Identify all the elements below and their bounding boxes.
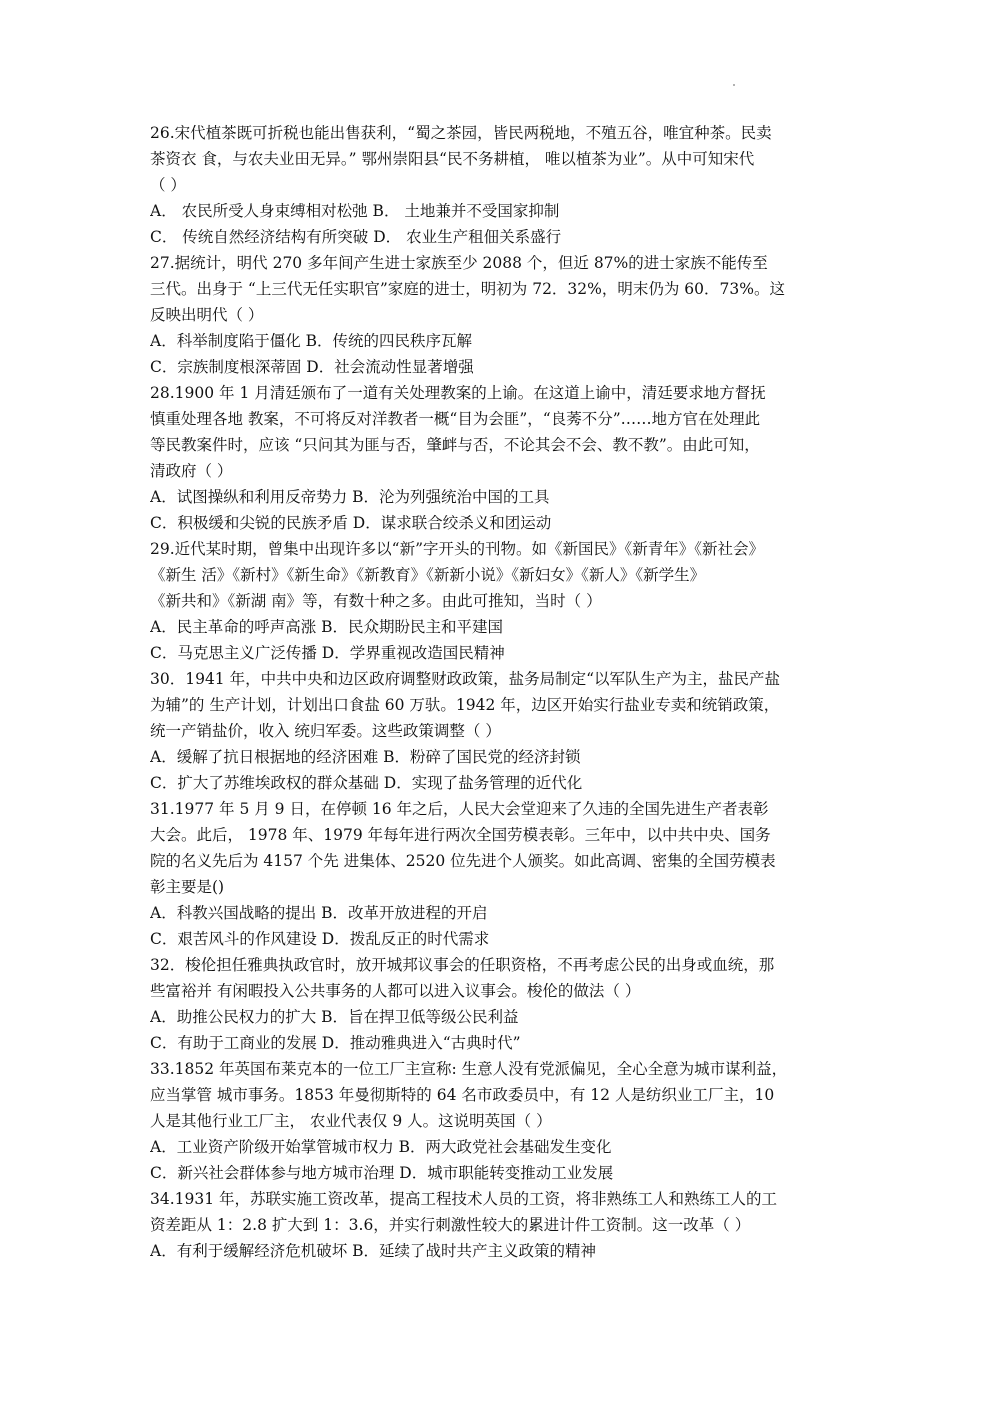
options-line: C．有助于工商业的发展 D．推动雅典进入“古典时代”	[150, 1034, 521, 1052]
question-28	[150, 380, 850, 536]
scan-speck	[733, 84, 735, 86]
question-26	[150, 120, 850, 250]
options-line: C． 传统自然经济结构有所突破 D． 农业生产租佃关系盛行	[150, 228, 562, 246]
question-stem-line: 清政府（ ）	[150, 462, 233, 480]
question-stem-line: 大会。此后， 1978 年、1979 年每年进行两次全国劳模表彰。三年中，以中共中央、国务	[150, 826, 771, 844]
question-stem-line: 院的名义先后为 4157 个先 进集体、2520 位先进个人颁奖。如此高调、密集的全国劳模表	[150, 852, 776, 870]
question-stem-line: 人是其他行业工厂主， 农业代表仅 9 人。这说明英国（ ）	[150, 1112, 552, 1130]
question-stem-line: 27.据统计，明代 270 多年间产生进士家族至少 2088 个，但近 87%的进士家族不能传至	[150, 254, 768, 272]
question-stem-line: 些富裕并 有闲暇投入公共事务的人都可以进入议事会。梭伦的做法（ ）	[150, 982, 641, 1000]
question-stem-line: 31.1977 年 5 月 9 日，在停顿 16 年之后，人民大会堂迎来了久违的全国先进生产者表彰	[150, 800, 769, 818]
question-stem-line: 33.1852 年英国布莱克本的一位工厂主宣称: 生意人没有党派偏见，全心全意为城市谋利益，	[150, 1060, 788, 1078]
question-stem-line: 32．梭伦担任雅典执政官时，放开城邦议事会的任职资格，不再考虑公民的出身或血统，那	[150, 956, 775, 974]
question-stem-line: 应当掌管 城市事务。1853 年曼彻斯特的 64 名市政委员中，有 12 人是纺织业工厂主，10	[150, 1086, 775, 1104]
question-29	[150, 536, 850, 666]
question-stem-line: 《新生 活》《新村》《新生命》《新教育》《新新小说》《新妇女》《新人》《新学生》	[150, 566, 706, 584]
options-line: A．科举制度陷于僵化 B．传统的四民秩序瓦解	[150, 332, 473, 350]
question-stem-line: 茶资衣 食，与农夫业田无异。” 鄂州崇阳县“民不务耕植， 唯以植茶为业”。从中可知宋代	[150, 150, 755, 168]
options-line: A．缓解了抗日根据地的经济困难 B．粉碎了国民党的经济封锁	[150, 748, 581, 766]
question-stem-line: （ ）	[150, 176, 186, 194]
question-stem-line: 26.宋代植茶既可折税也能出售获利，“蜀之茶园，皆民两税地，不殖五谷，唯宜种茶。民卖	[150, 124, 772, 142]
question-stem-line: 29.近代某时期，曾集中出现许多以“新”字开头的刊物。如《新国民》《新青年》《新社会》	[150, 540, 765, 558]
options-line: A．民主革命的呼声高涨 B．民众期盼民主和平建国	[150, 618, 504, 636]
options-line: C．新兴社会群体参与地方城市治理 D．城市职能转变推动工业发展	[150, 1164, 614, 1182]
options-line: A．科教兴国战略的提出 B．改革开放进程的开启	[150, 904, 488, 922]
question-27	[150, 250, 850, 380]
options-line: A．助推公民权力的扩大 B．旨在捍卫低等级公民利益	[150, 1008, 519, 1026]
options-line: A．工业资产阶级开始掌管城市权力 B．两大政党社会基础发生变化	[150, 1138, 612, 1156]
options-line: C．艰苦风斗的作风建设 D．拨乱反正的时代需求	[150, 930, 490, 948]
question-stem-line: 30．1941 年，中共中央和边区政府调整财政政策，盐务局制定“以军队生产为主，盐民产盐	[150, 670, 781, 688]
options-line: C．积极缓和尖锐的民族矛盾 D．谋求联合绞杀义和团运动	[150, 514, 552, 532]
options-line: C．宗族制度根深蒂固 D．社会流动性显著增强	[150, 358, 474, 376]
question-stem-line: 资差距从 1：2.8 扩大到 1：3.6，并实行刺激性较大的累进计件工资制。这一改革（ ）	[150, 1216, 751, 1234]
options-line: A． 农民所受人身束缚相对松弛 B． 土地兼并不受国家抑制	[150, 202, 560, 220]
question-stem-line: 为辅”的 生产计划，计划出口食盐 60 万驮。1942 年，边区开始实行盐业专卖和统销政策，	[150, 696, 780, 714]
question-stem-line: 三代。出身于 “上三代无任实职官”家庭的进士，明初为 72．32%，明末仍为 60．73%。这	[150, 280, 785, 298]
question-33	[150, 1056, 850, 1186]
question-stem-line: 等民教案件时，应该 “只问其为匪与否，肇衅与否，不论其会不会、教不教”。由此可知，	[150, 436, 760, 454]
options-line: C．马克思主义广泛传播 D．学界重视改造国民精神	[150, 644, 505, 662]
question-stem-line: 彰主要是()	[150, 878, 225, 896]
question-31	[150, 796, 850, 952]
question-stem-line: 统一产销盐价，收入 统归军委。这些政策调整（ ）	[150, 722, 501, 740]
question-stem-line: 反映出明代（ ）	[150, 306, 264, 324]
question-stem-line: 《新共和》《新湖 南》等，有数十种之多。由此可推知，当时（ ）	[150, 592, 602, 610]
options-line: C．扩大了苏维埃政权的群众基础 D．实现了盐务管理的近代化	[150, 774, 583, 792]
exam-page	[150, 120, 850, 1264]
question-stem-line: 34.1931 年，苏联实施工资改革，提高工程技术人员的工资，将非熟练工人和熟练工人的工	[150, 1190, 778, 1208]
question-30	[150, 666, 850, 796]
question-32	[150, 952, 850, 1056]
question-34	[150, 1186, 850, 1264]
question-stem-line: 28.1900 年 1 月清廷颁布了一道有关处理教案的上谕。在这道上谕中，清廷要求地方督抚	[150, 384, 766, 402]
options-line: A．有利于缓解经济危机破坏 B．延续了战时共产主义政策的精神	[150, 1242, 597, 1260]
question-stem-line: 慎重处理各地 教案，不可将反对洋教者一概“目为会匪”，“良莠不分”……地方官在处理此	[150, 410, 761, 428]
options-line: A．试图操纵和利用反帝势力 B．沦为列强统治中国的工具	[150, 488, 550, 506]
